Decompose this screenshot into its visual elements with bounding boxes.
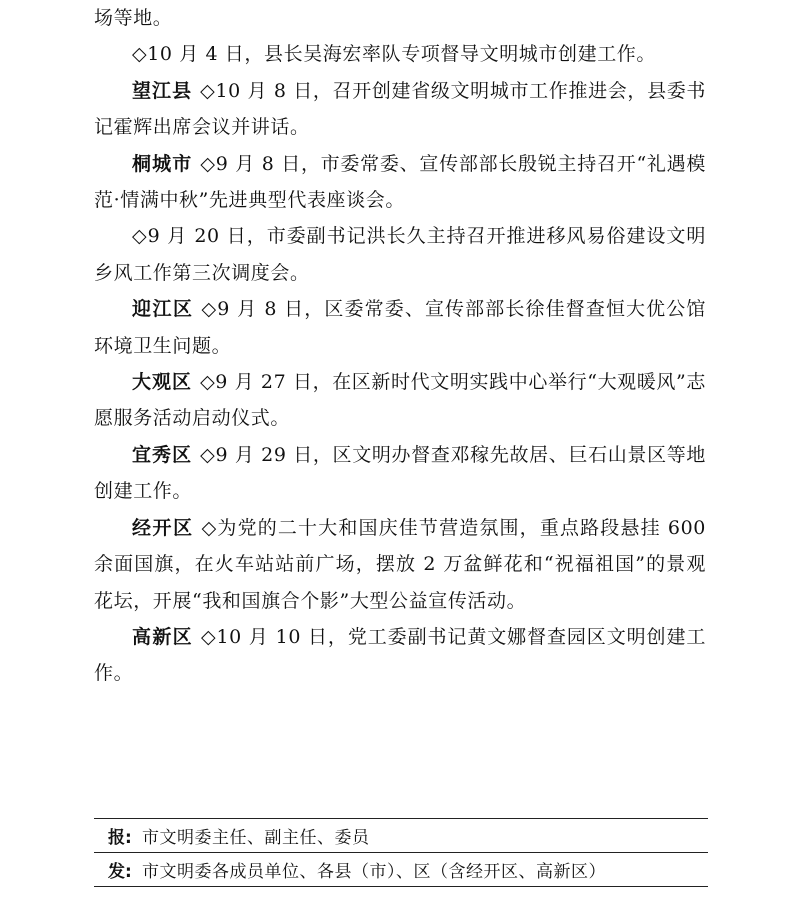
send-recipients: 市文明委各成员单位、各县（市）、区（含经开区、高新区）: [142, 862, 606, 882]
paragraph-text: ◇9 月 20 日，市委副书记洪长久主持召开推进移风易俗建设文明乡风工作第三次调度会。: [94, 225, 706, 284]
report-label: 报:: [108, 828, 132, 848]
paragraph-text: ◇9 月 8 日，市委常委、宣传部部长殷锐主持召开“礼遇模范·情满中秋”先进典型代表座谈会。: [94, 152, 706, 212]
region-name: 大观区: [132, 371, 193, 394]
paragraph: [94, 437, 706, 510]
document-body: [94, 0, 706, 692]
paragraph: [94, 510, 706, 619]
send-to-row: [94, 852, 708, 886]
distribution-list: [94, 818, 708, 887]
paragraph: [94, 73, 706, 146]
region-name: 宜秀区: [132, 443, 193, 466]
paragraph-text: ◇9 月 29 日，区文明办督查邓稼先故居、巨石山景区等地创建工作。: [94, 443, 706, 503]
paragraph-text: ◇为党的二十大和国庆佳节营造氛围，重点路段悬挂 600 余面国旗，在火车站站前广场，摆放 2 万盆鲜花和“祝福祖国”的景观花坛，开展“我和国旗合个影”大型公益宣传活动。: [94, 516, 706, 612]
send-label: 发:: [108, 862, 132, 882]
paragraph-text: ◇9 月 8 日，区委常委、宣传部部长徐佳督查恒大优公馆环境卫生问题。: [94, 298, 706, 357]
region-name: 望江县: [132, 79, 193, 102]
report-to-row: [94, 819, 708, 852]
paragraph-text: ◇9 月 27 日，在区新时代文明实践中心举行“大观暖风”志愿服务活动启动仪式。: [94, 371, 706, 430]
region-name: 经开区: [132, 516, 194, 539]
paragraph-text: 场等地。: [94, 7, 173, 29]
paragraph: [94, 36, 706, 72]
region-name: 迎江区: [132, 298, 194, 321]
paragraph: [94, 218, 706, 291]
paragraph: [94, 364, 706, 437]
paragraph: [94, 146, 706, 219]
region-name: 桐城市: [132, 152, 193, 175]
paragraph-text: ◇10 月 10 日，党工委副书记黄文娜督查园区文明创建工作。: [94, 625, 706, 685]
paragraph-text: ◇10 月 8 日，召开创建省级文明城市工作推进会，县委书记霍辉出席会议并讲话。: [94, 79, 706, 139]
paragraph: [94, 619, 706, 692]
paragraph: [94, 0, 706, 36]
region-name: 高新区: [132, 625, 193, 648]
paragraph: [94, 291, 706, 364]
paragraph-text: ◇10 月 4 日，县长吴海宏率队专项督导文明城市创建工作。: [132, 43, 656, 66]
report-recipients: 市文明委主任、副主任、委员: [142, 828, 370, 848]
